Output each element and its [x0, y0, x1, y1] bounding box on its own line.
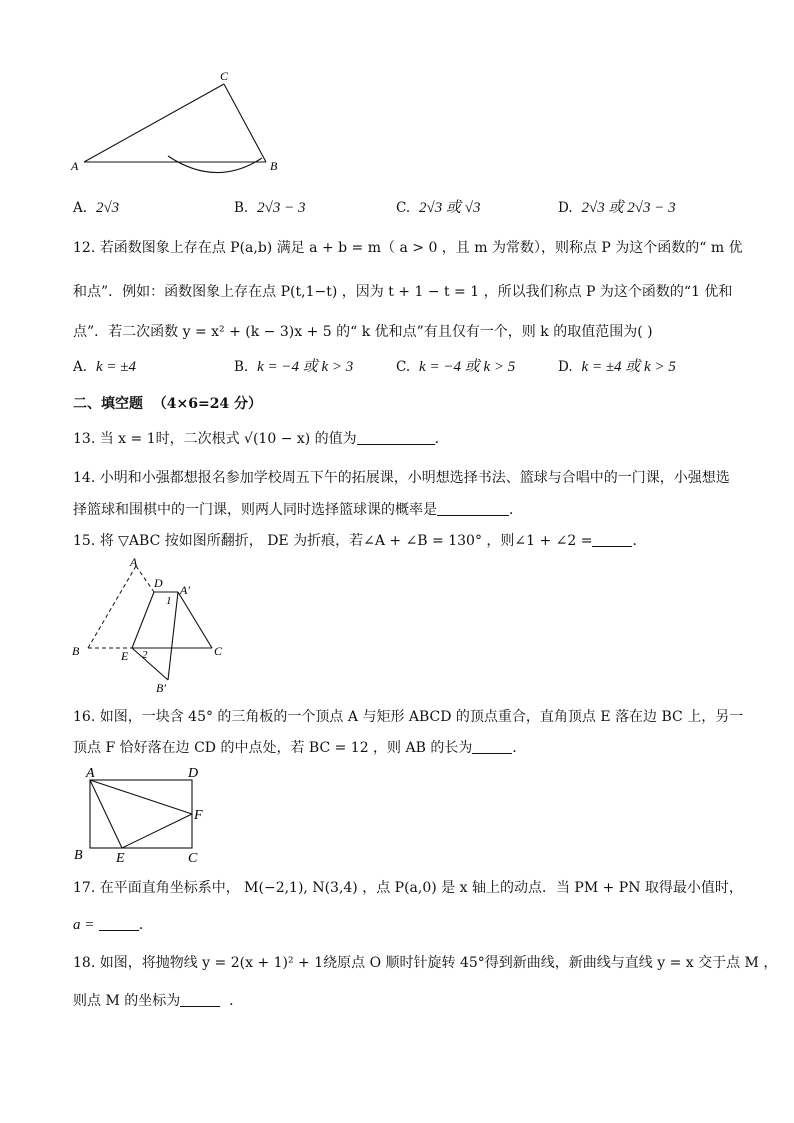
q11-option-c: C. 2√3 或 √3 — [396, 200, 481, 216]
section-2-score: （4×6=24 分） — [152, 396, 263, 412]
q12-option-d: D. k = ±4 或 k > 5 — [558, 359, 676, 375]
q12-line-1: 12. 若函数图象上存在点 P(a,b) 满足 a + b = m（ a > 0 ，且 m 为常数），则称点 P 为这个函数的“ m 优 — [73, 240, 743, 256]
q17-line-2: a = ． — [73, 917, 153, 933]
q14-answer-blank — [437, 501, 509, 516]
q15-label-b-prime: B′ — [156, 681, 166, 695]
q18-line-1: 18. 如图，将抛物线 y = 2(x + 1)² + 1绕原点 O 顺时针旋转 45°得到新曲线，新曲线与直线 y = x 交于点 M ， — [73, 955, 778, 971]
section-2-title: 二、填空题 — [73, 396, 143, 412]
q15-answer-blank — [592, 532, 632, 547]
q18-line-2: 则点 M 的坐标为 ． — [73, 993, 244, 1009]
q16-answer-blank — [472, 739, 512, 754]
q15-label-c: C — [214, 644, 223, 658]
q16-label-c: C — [188, 851, 198, 866]
q16-label-d: D — [188, 766, 199, 781]
q16-line-1: 16. 如图，一块含 45° 的三角板的一个顶点 A 与矩形 ABCD 的顶点重合，直角顶点 E 落在边 BC 上，另一 — [73, 709, 744, 725]
q17-answer-blank — [99, 916, 139, 931]
q11-label-c: C — [220, 69, 229, 83]
q11-figure — [66, 66, 296, 186]
q12-line-2: 和点”．例如：函数图象上存在点 P(t,1−t) ，因为 t + 1 − t = 1 ，所以我们称点 P 为这个函数的“1 优和 — [73, 284, 733, 300]
q16-label-e: E — [116, 851, 125, 866]
q11-label-b: B — [270, 159, 278, 173]
q17-line-1: 17. 在平面直角坐标系中， M(−2,1), N(3,4) ，点 P(a,0) 是 x 轴上的动点．当 PM + PN 取得最小值时， — [73, 880, 743, 896]
q11-option-a: A. 2√3 — [73, 200, 120, 216]
q11-option-b: B. 2√3 − 3 — [234, 200, 306, 216]
q14-line-1: 14. 小明和小强都想报名参加学校周五下午的拓展课，小明想选择书法、篮球与合唱中的一门课，小强想选 — [73, 470, 730, 486]
q15-label-d: D — [154, 576, 163, 590]
q12-line-3: 点”．若二次函数 y = x² + (k − 3)x + 5 的“ k 优和点”有且仅有一个，则 k 的取值范围为( ) — [73, 324, 653, 340]
q13: 13. 当 x = 1时，二次根式 √(10 − x) 的值为 ． — [73, 431, 449, 447]
q12-option-a: A. k = ±4 — [73, 359, 136, 375]
q16-label-b: B — [74, 848, 83, 863]
q15-label-e: E — [121, 649, 129, 663]
q14-line-2: 择篮球和围棋中的一门课，则两人同时选择篮球课的概率是 ． — [73, 502, 523, 518]
q11-label-a: A — [71, 159, 79, 173]
q16-label-a: A — [86, 766, 95, 781]
q11-option-d: D. 2√3 或 2√3 − 3 — [558, 200, 676, 216]
q12-option-b: B. k = −4 或 k > 3 — [234, 359, 354, 375]
q15-label-a-prime: A′ — [180, 583, 190, 597]
q18-answer-blank — [180, 992, 220, 1007]
q13-answer-blank — [357, 430, 435, 445]
q15-label-1: 1 — [166, 595, 172, 607]
q15-figure — [66, 556, 236, 696]
q15: 15. 将 ▽ABC 按如图所翻折， DE 为折痕，若∠A + ∠B = 130° ，则∠1 + ∠2 = ． — [73, 533, 647, 549]
section-2-heading — [73, 394, 262, 414]
q16-label-f: F — [194, 808, 203, 823]
q12-option-c: C. k = −4 或 k > 5 — [396, 359, 516, 375]
q15-label-a: A — [130, 556, 138, 569]
q15-label-2: 2 — [142, 649, 148, 661]
q15-label-b: B — [72, 644, 80, 658]
q16-line-2: 顶点 F 恰好落在边 CD 的中点处，若 BC = 12 ，则 AB 的长为 ． — [73, 740, 527, 756]
q16-figure — [66, 762, 226, 866]
